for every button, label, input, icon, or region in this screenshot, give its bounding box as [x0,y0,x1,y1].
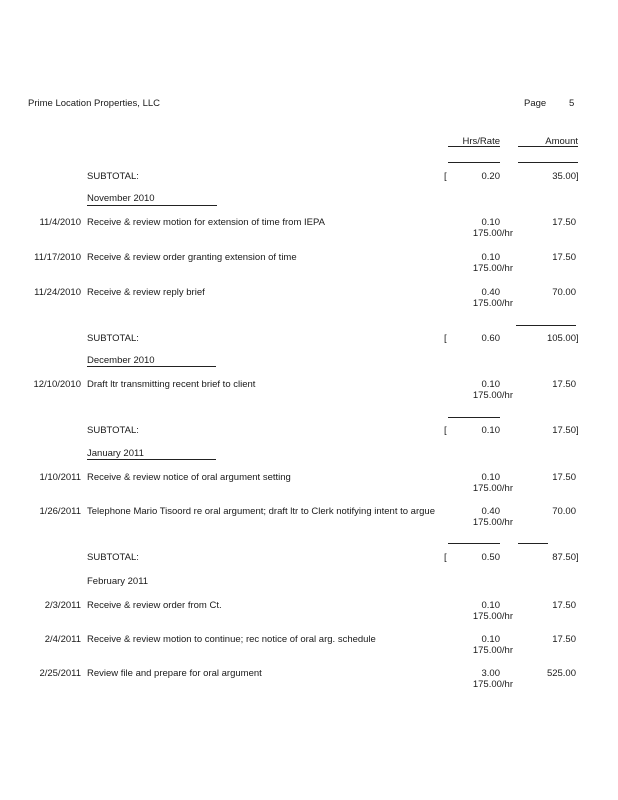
subtotal-label: SUBTOTAL: [87,333,139,344]
hrs-rate-header: Hrs/Rate [462,136,500,147]
entry-rate: 175.00/hr [472,298,513,309]
entry-date: 1/10/2011 [39,472,81,483]
entry-hours: 0.10 [481,379,500,390]
entry-date: 2/25/2011 [39,668,81,679]
entry-rate: 175.00/hr [472,483,513,494]
entry-amount: 70.00 [552,287,576,298]
amount-header: Amount [545,136,578,147]
column-rule [516,325,576,326]
subtotal-hours: 0.50 [481,552,500,563]
entry-description: Receive & review motion for extension of time from IEPA [87,217,325,228]
entry-description: Receive & review reply brief [87,287,205,298]
entry-amount: 525.00 [546,668,576,679]
page-number: 5 [569,98,575,109]
entry-description: Receive & review order from Ct. [87,600,222,611]
column-rule [518,543,548,544]
subtotal-amount: 105.00 [546,333,576,344]
page-label: Page [524,98,547,109]
entry-hours: 0.10 [481,217,500,228]
entry-rate: 175.00/hr [472,228,513,239]
bracket-close: ] [576,425,579,436]
entry-hours: 0.10 [481,472,500,483]
month-heading: November 2010 [87,193,155,204]
entry-amount: 17.50 [552,472,576,483]
entry-rate: 175.00/hr [472,263,513,274]
entry-hours: 0.10 [481,600,500,611]
entry-rate: 175.00/hr [472,645,513,656]
column-rule [448,543,500,544]
entry-rate: 175.00/hr [472,390,513,401]
client-name: Prime Location Properties, LLC [28,98,161,109]
entry-hours: 3.00 [481,668,500,679]
entry-amount: 17.50 [552,252,576,263]
entry-rate: 175.00/hr [472,679,513,690]
column-rule [518,162,578,163]
subtotal-label: SUBTOTAL: [87,425,139,436]
entry-amount: 17.50 [552,600,576,611]
entry-amount: 70.00 [552,506,576,517]
subtotal-hours: 0.20 [481,171,500,182]
column-rule [448,162,500,163]
bracket-open: [ [444,171,447,182]
month-heading-rule [87,366,216,367]
entry-description: Review file and prepare for oral argument [87,668,262,679]
month-heading: January 2011 [87,448,144,459]
entry-date: 11/4/2010 [39,217,81,228]
bracket-close: ] [576,171,579,182]
subtotal-hours: 0.60 [481,333,500,344]
subtotal-label: SUBTOTAL: [87,171,139,182]
entry-description: Telephone Mario Tisoord re oral argument; draft ltr to Clerk notifying intent to argue [87,506,435,517]
entry-description: Receive & review notice of oral argument setting [87,472,291,483]
column-rule [448,417,500,418]
entry-hours: 0.10 [481,252,500,263]
month-heading: December 2010 [87,355,155,366]
entry-amount: 17.50 [552,379,576,390]
entry-date: 2/4/2011 [44,634,81,645]
entry-date: 11/24/2010 [34,287,81,298]
entry-date: 2/3/2011 [44,600,81,611]
entry-hours: 0.40 [481,506,500,517]
subtotal-amount: 35.00 [552,171,576,182]
entry-date: 11/17/2010 [34,252,81,263]
bracket-close: ] [576,333,579,344]
entry-hours: 0.40 [481,287,500,298]
bracket-open: [ [444,425,447,436]
entry-amount: 17.50 [552,634,576,645]
bracket-open: [ [444,552,447,563]
entry-rate: 175.00/hr [472,611,513,622]
entry-hours: 0.10 [481,634,500,645]
month-heading-rule [87,205,217,206]
entry-date: 12/10/2010 [33,379,81,390]
entry-amount: 17.50 [552,217,576,228]
entry-rate: 175.00/hr [472,517,513,528]
bracket-close: ] [576,552,579,563]
entry-description: Draft ltr transmitting recent brief to client [87,379,256,390]
bracket-open: [ [444,333,447,344]
subtotal-amount: 17.50 [552,425,576,436]
subtotal-hours: 0.10 [481,425,500,436]
month-heading: February 2011 [87,576,149,587]
subtotal-label: SUBTOTAL: [87,552,139,563]
entry-description: Receive & review motion to continue; rec notice of oral arg. schedule [87,634,376,645]
subtotal-amount: 87.50 [552,552,576,563]
month-heading-rule [87,459,216,460]
entry-description: Receive & review order granting extension of time [87,252,297,263]
entry-date: 1/26/2011 [39,506,81,517]
